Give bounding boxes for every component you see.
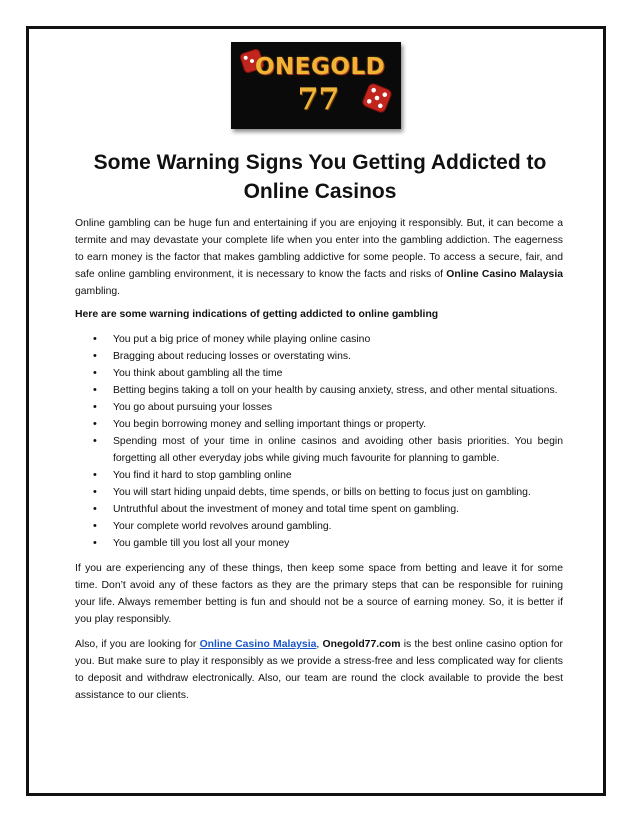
list-item: • You gamble till you lost all your money [113,535,563,552]
list-item: • You find it hard to stop gambling online [113,467,563,484]
intro-text-end: gambling. [75,286,121,297]
list-item: • You will start hiding unpaid debts, time spends, or bills on betting to focus just on gambling. [113,484,563,501]
logo-brand-number: 77 [297,82,340,117]
page-title: Some Warning Signs You Getting Addicted to Online Casinos [93,151,547,203]
list-item: • Untruthful about the investment of money and total time spent on gambling. [113,501,563,518]
list-item: • Bragging about reducing losses or overstating wins. [113,348,563,365]
closing-text: Also, if you are looking for [75,639,200,650]
onegold-logo [231,42,401,129]
list-item: • Spending most of your time in online casinos and avoiding other basis priorities. You begin forgetting all other everyday jobs while giving much favourite for planning to gamble. [113,433,563,467]
closing-comma: , [316,639,323,650]
online-casino-malaysia-link[interactable]: Online Casino Malaysia [199,639,317,650]
list-item: • You think about gambling all the time [113,365,563,382]
logo-brand-text: ONEGOLD [255,54,386,80]
closing-paragraph [75,636,563,704]
list-item: • You put a big price of money while playing online casino [113,331,563,348]
intro-paragraph [75,215,563,300]
closing-text-end: is the best online casino option for you. But make sure to play it responsibly as we provide a stress-free and less complicated way for clients to deposit and withdraw electronically. Also, our team are round the clock available to provide the best assistance to our clients. [75,639,563,701]
warnings-list [75,331,563,552]
die-icon [361,82,393,114]
intro-text: Online gambling can be huge fun and entertaining if you are enjoying it responsibly. But, it can become a termite and may devastate your complete life when you enter into the gambling addiction. The eagerness to earn money is the factor that makes gambling addictive for some people. To access a secure, fair, and safe online gambling environment, it is necessary to know the facts and risks of [75,218,563,280]
list-item: • You go about pursuing your losses [113,399,563,416]
list-item: • Your complete world revolves around gambling. [113,518,563,535]
warnings-subheading: Here are some warning indications of getting addicted to online gambling [75,309,439,320]
list-item: • Betting begins taking a toll on your health by causing anxiety, stress, and other mental situations. [113,382,563,399]
article-body [75,215,563,704]
intro-bold-keyword: Online Casino Malaysia [446,269,563,280]
list-item: • You begin borrowing money and selling important things or property. [113,416,563,433]
closing-bold-site: Onegold77.com [322,639,401,650]
advice-paragraph: If you are experiencing any of these things, then keep some space from betting and leave it for some time. Don’t avoid any of these factors as they are the primary steps that can be responsible for ruining your life. Always remember betting is fun and should not be a source of earning money. So, it is better if you play responsibly. [75,563,563,625]
